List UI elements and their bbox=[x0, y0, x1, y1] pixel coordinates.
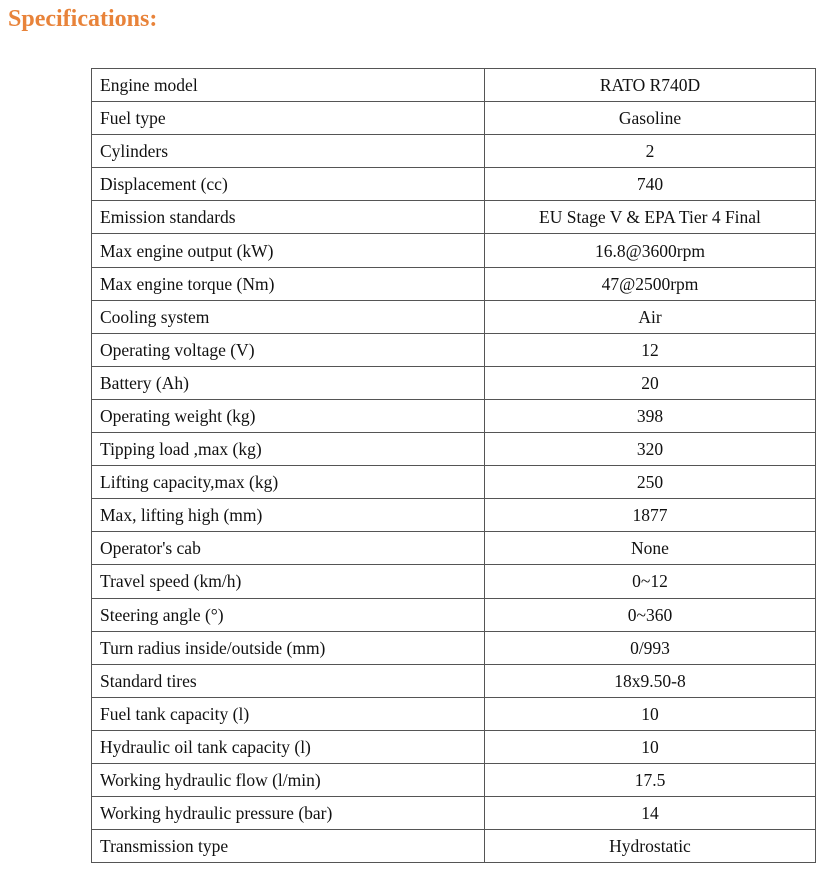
spec-value: 1877 bbox=[485, 499, 816, 532]
spec-value: Air bbox=[485, 300, 816, 333]
table-row bbox=[92, 763, 816, 796]
table-row bbox=[92, 69, 816, 102]
table-row bbox=[92, 830, 816, 863]
table-row bbox=[92, 631, 816, 664]
spec-label: Operating weight (kg) bbox=[92, 399, 485, 432]
spec-value: Hydrostatic bbox=[485, 830, 816, 863]
table-row bbox=[92, 565, 816, 598]
spec-label: Working hydraulic pressure (bar) bbox=[92, 797, 485, 830]
spec-value: 398 bbox=[485, 399, 816, 432]
table-row bbox=[92, 399, 816, 432]
spec-value: 12 bbox=[485, 333, 816, 366]
table-row bbox=[92, 598, 816, 631]
spec-value: 10 bbox=[485, 730, 816, 763]
spec-label: Tipping load ,max (kg) bbox=[92, 433, 485, 466]
spec-value: RATO R740D bbox=[485, 69, 816, 102]
table-row bbox=[92, 135, 816, 168]
table-row bbox=[92, 201, 816, 234]
spec-value: 14 bbox=[485, 797, 816, 830]
spec-label: Steering angle (°) bbox=[92, 598, 485, 631]
spec-label: Hydraulic oil tank capacity (l) bbox=[92, 730, 485, 763]
spec-label: Fuel type bbox=[92, 102, 485, 135]
table-row bbox=[92, 797, 816, 830]
spec-value: 740 bbox=[485, 168, 816, 201]
spec-value: 16.8@3600rpm bbox=[485, 234, 816, 267]
table-row bbox=[92, 102, 816, 135]
spec-label: Standard tires bbox=[92, 664, 485, 697]
spec-value: EU Stage V & EPA Tier 4 Final bbox=[485, 201, 816, 234]
spec-label: Transmission type bbox=[92, 830, 485, 863]
spec-value: 0/993 bbox=[485, 631, 816, 664]
spec-value: 2 bbox=[485, 135, 816, 168]
table-row bbox=[92, 366, 816, 399]
table-row bbox=[92, 697, 816, 730]
specifications-table bbox=[91, 68, 816, 863]
spec-label: Fuel tank capacity (l) bbox=[92, 697, 485, 730]
spec-label: Operating voltage (V) bbox=[92, 333, 485, 366]
spec-label: Battery (Ah) bbox=[92, 366, 485, 399]
table-row bbox=[92, 168, 816, 201]
spec-label: Travel speed (km/h) bbox=[92, 565, 485, 598]
spec-value: 0~360 bbox=[485, 598, 816, 631]
table-row bbox=[92, 499, 816, 532]
spec-value: 250 bbox=[485, 466, 816, 499]
spec-label: Max, lifting high (mm) bbox=[92, 499, 485, 532]
page-title: Specifications: bbox=[8, 6, 158, 32]
spec-label: Cylinders bbox=[92, 135, 485, 168]
spec-value: 320 bbox=[485, 433, 816, 466]
spec-value: Gasoline bbox=[485, 102, 816, 135]
table-row bbox=[92, 333, 816, 366]
spec-label: Lifting capacity,max (kg) bbox=[92, 466, 485, 499]
spec-label: Working hydraulic flow (l/min) bbox=[92, 763, 485, 796]
table-row bbox=[92, 300, 816, 333]
table-row bbox=[92, 466, 816, 499]
table-row bbox=[92, 664, 816, 697]
spec-value: 20 bbox=[485, 366, 816, 399]
spec-value: 47@2500rpm bbox=[485, 267, 816, 300]
spec-value: 0~12 bbox=[485, 565, 816, 598]
spec-label: Emission standards bbox=[92, 201, 485, 234]
spec-label: Operator's cab bbox=[92, 532, 485, 565]
spec-label: Cooling system bbox=[92, 300, 485, 333]
spec-value: 18x9.50-8 bbox=[485, 664, 816, 697]
spec-value: 17.5 bbox=[485, 763, 816, 796]
spec-label: Engine model bbox=[92, 69, 485, 102]
spec-label: Max engine output (kW) bbox=[92, 234, 485, 267]
spec-value: None bbox=[485, 532, 816, 565]
table-row bbox=[92, 433, 816, 466]
table-row bbox=[92, 532, 816, 565]
spec-label: Max engine torque (Nm) bbox=[92, 267, 485, 300]
table-row bbox=[92, 234, 816, 267]
table-row bbox=[92, 730, 816, 763]
table-row bbox=[92, 267, 816, 300]
spec-label: Turn radius inside/outside (mm) bbox=[92, 631, 485, 664]
spec-label: Displacement (cc) bbox=[92, 168, 485, 201]
spec-value: 10 bbox=[485, 697, 816, 730]
specifications-table-body bbox=[92, 69, 816, 863]
